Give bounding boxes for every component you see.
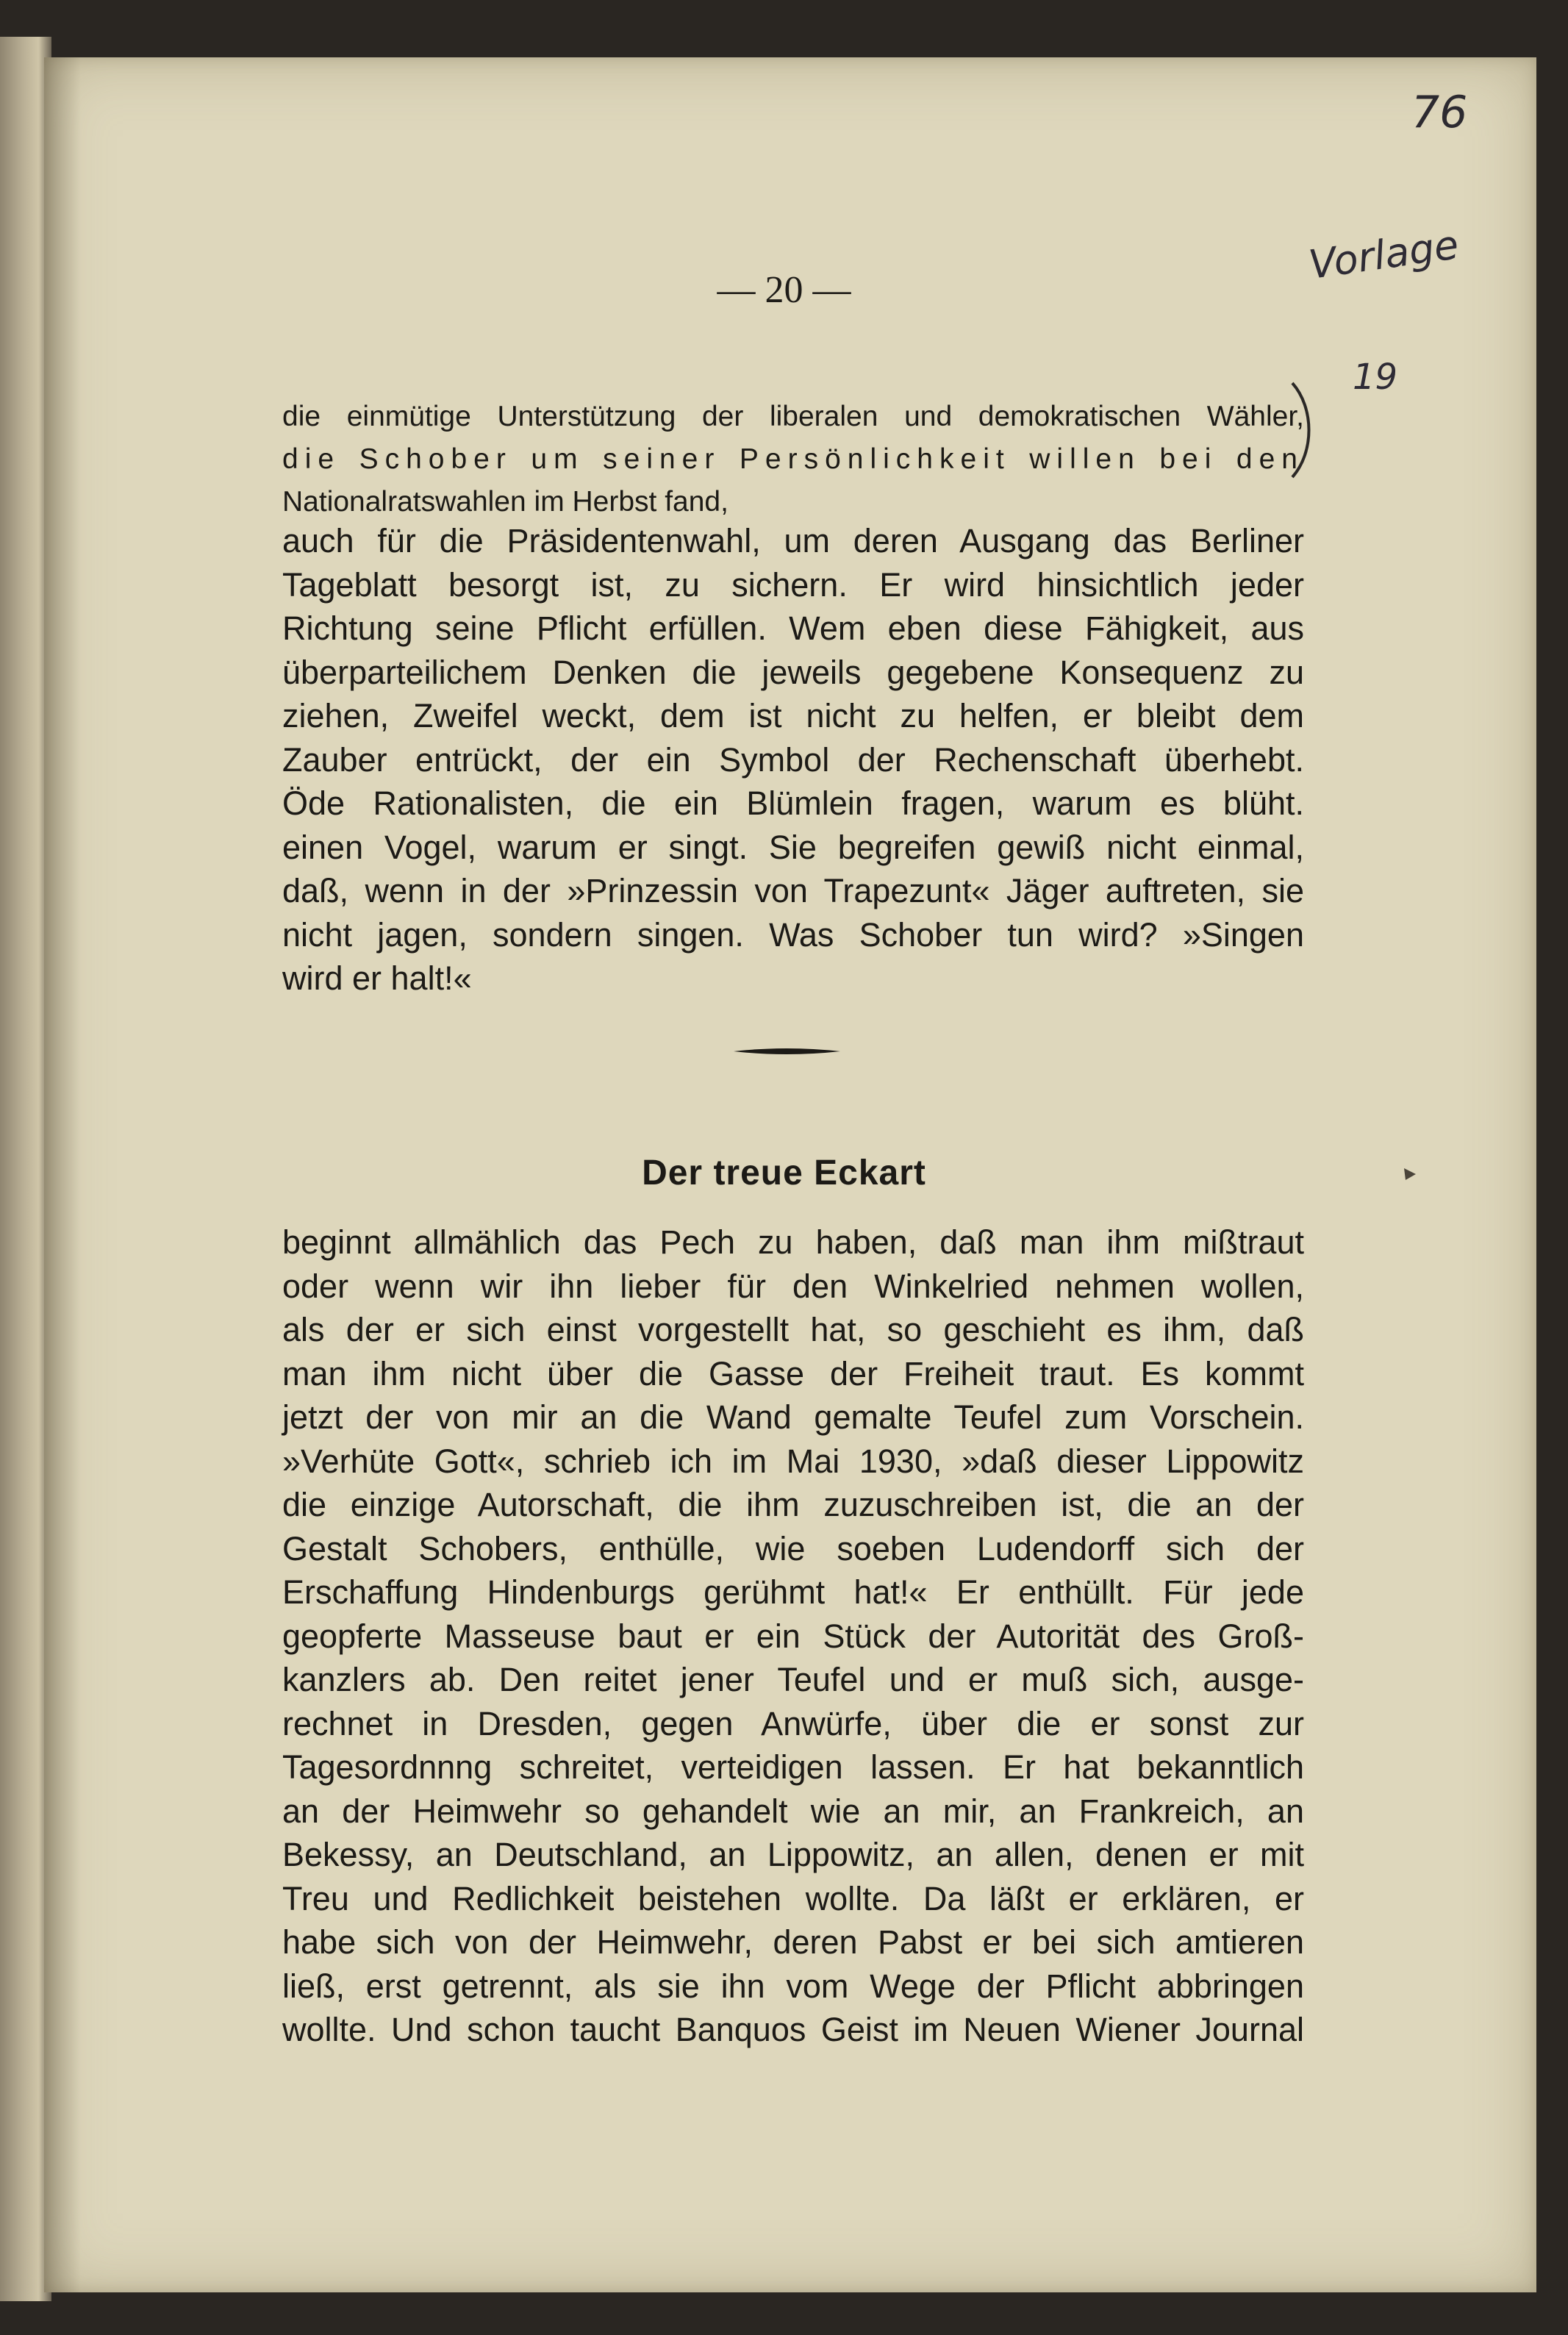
handwritten-margin-note: Vorlage	[1306, 221, 1461, 288]
text-line: ließ, erst getrennt, als sie ihn vom Wege der Pflicht abbringen	[282, 1967, 1304, 2005]
text-line: einen Vogel, warum er singt. Sie begreifen gewiß nicht einmal,	[282, 828, 1304, 866]
text-line: Tagesordnnng schreitet, verteidigen lassen. Er hat bekanntlich	[282, 1748, 1304, 1786]
quote-line: Nationalratswahlen im Herbst fand,	[282, 486, 728, 518]
text-line: als der er sich einst vorgestellt hat, so geschieht es ihm, daß	[282, 1311, 1304, 1348]
text-line: oder wenn wir ihn lieber für den Winkelried nehmen wollen,	[282, 1267, 1304, 1305]
text-line: Öde Rationalisten, die ein Blümlein fragen, warum es blüht.	[282, 784, 1304, 822]
text-line: wollte. Und schon taucht Banquos Geist im Neuen Wiener Journal	[282, 2011, 1304, 2048]
section-divider-ornament	[734, 1044, 840, 1059]
text-line: Zauber entrückt, der ein Symbol der Rechenschaft überhebt.	[282, 740, 1304, 779]
text-line: geopferte Masseuse baut er ein Stück der Autorität des Groß-	[282, 1617, 1304, 1655]
quote-line: die einmütige Unterstützung der liberalen und demokratischen Wähler,	[282, 401, 1304, 432]
margin-pencil-mark-icon	[1401, 1165, 1419, 1183]
text-line: Gestalt Schobers, enthülle, wie soeben Ludendorff sich der	[282, 1529, 1304, 1567]
text-line: Bekessy, an Deutschland, an Lippowitz, an allen, denen er mit	[282, 1836, 1304, 1873]
text-line: überparteilichem Denken die jeweils gegebene Konsequenz zu	[282, 653, 1304, 691]
handwritten-margin-number: 19	[1353, 357, 1398, 398]
text-line: an der Heimwehr so gehandelt wie an mir, an Frankreich, an	[282, 1792, 1304, 1830]
text-line: Richtung seine Pflicht erfüllen. Wem eben diese Fähigkeit, aus	[282, 609, 1304, 647]
text-line: man ihm nicht über die Gasse der Freiheit traut. Es kommt	[282, 1354, 1304, 1392]
text-line: Tageblatt besorgt ist, zu sichern. Er wird hinsichtlich jeder	[282, 565, 1304, 604]
section-heading: Der treue Eckart	[642, 1154, 926, 1192]
text-line: nicht jagen, sondern singen. Was Schober tun wird? »Singen	[282, 915, 1304, 954]
text-line: Erschaffung Hindenburgs gerühmt hat!« Er enthüllt. Für jede	[282, 1573, 1304, 1611]
section-body	[282, 1220, 1304, 2052]
page-number: — 20 —	[717, 269, 851, 311]
text-line: ziehen, Zweifel weckt, dem ist nicht zu helfen, er bleibt dem	[282, 697, 1304, 734]
text-line: die einzige Autorschaft, die ihm zuzuschreiben ist, die an der	[282, 1486, 1304, 1523]
handwritten-folio-number: 76	[1411, 87, 1468, 138]
text-line: habe sich von der Heimwehr, deren Pabst er bei sich amtieren	[282, 1923, 1304, 1961]
quote-line: die Schober um seiner Persönlichkeit willen bei den	[282, 443, 1304, 475]
text-line: wird er halt!«	[282, 959, 472, 997]
closing-bracket-mark	[1288, 379, 1314, 482]
text-line: kanzlers ab. Den reitet jener Teufel und er muß sich, ausge-	[282, 1661, 1304, 1698]
text-line: auch für die Präsidentenwahl, um deren Ausgang das Berliner	[282, 522, 1304, 559]
quoted-passage	[282, 396, 1304, 523]
paragraph-continuation	[282, 519, 1304, 1001]
text-line: beginnt allmählich das Pech zu haben, daß man ihm mißtraut	[282, 1223, 1304, 1261]
text-line: jetzt der von mir an die Wand gemalte Teufel zum Vorschein.	[282, 1398, 1304, 1436]
text-line: rechnet in Dresden, gegen Anwürfe, über die er sonst zur	[282, 1704, 1304, 1742]
text-line: »Verhüte Gott«, schrieb ich im Mai 1930, »daß dieser Lippowitz	[282, 1442, 1304, 1480]
text-line: Treu und Redlichkeit beistehen wollte. Da läßt er erklären, er	[282, 1879, 1304, 1917]
text-line: daß, wenn in der »Prinzessin von Trapezunt« Jäger auftreten, sie	[282, 872, 1304, 909]
